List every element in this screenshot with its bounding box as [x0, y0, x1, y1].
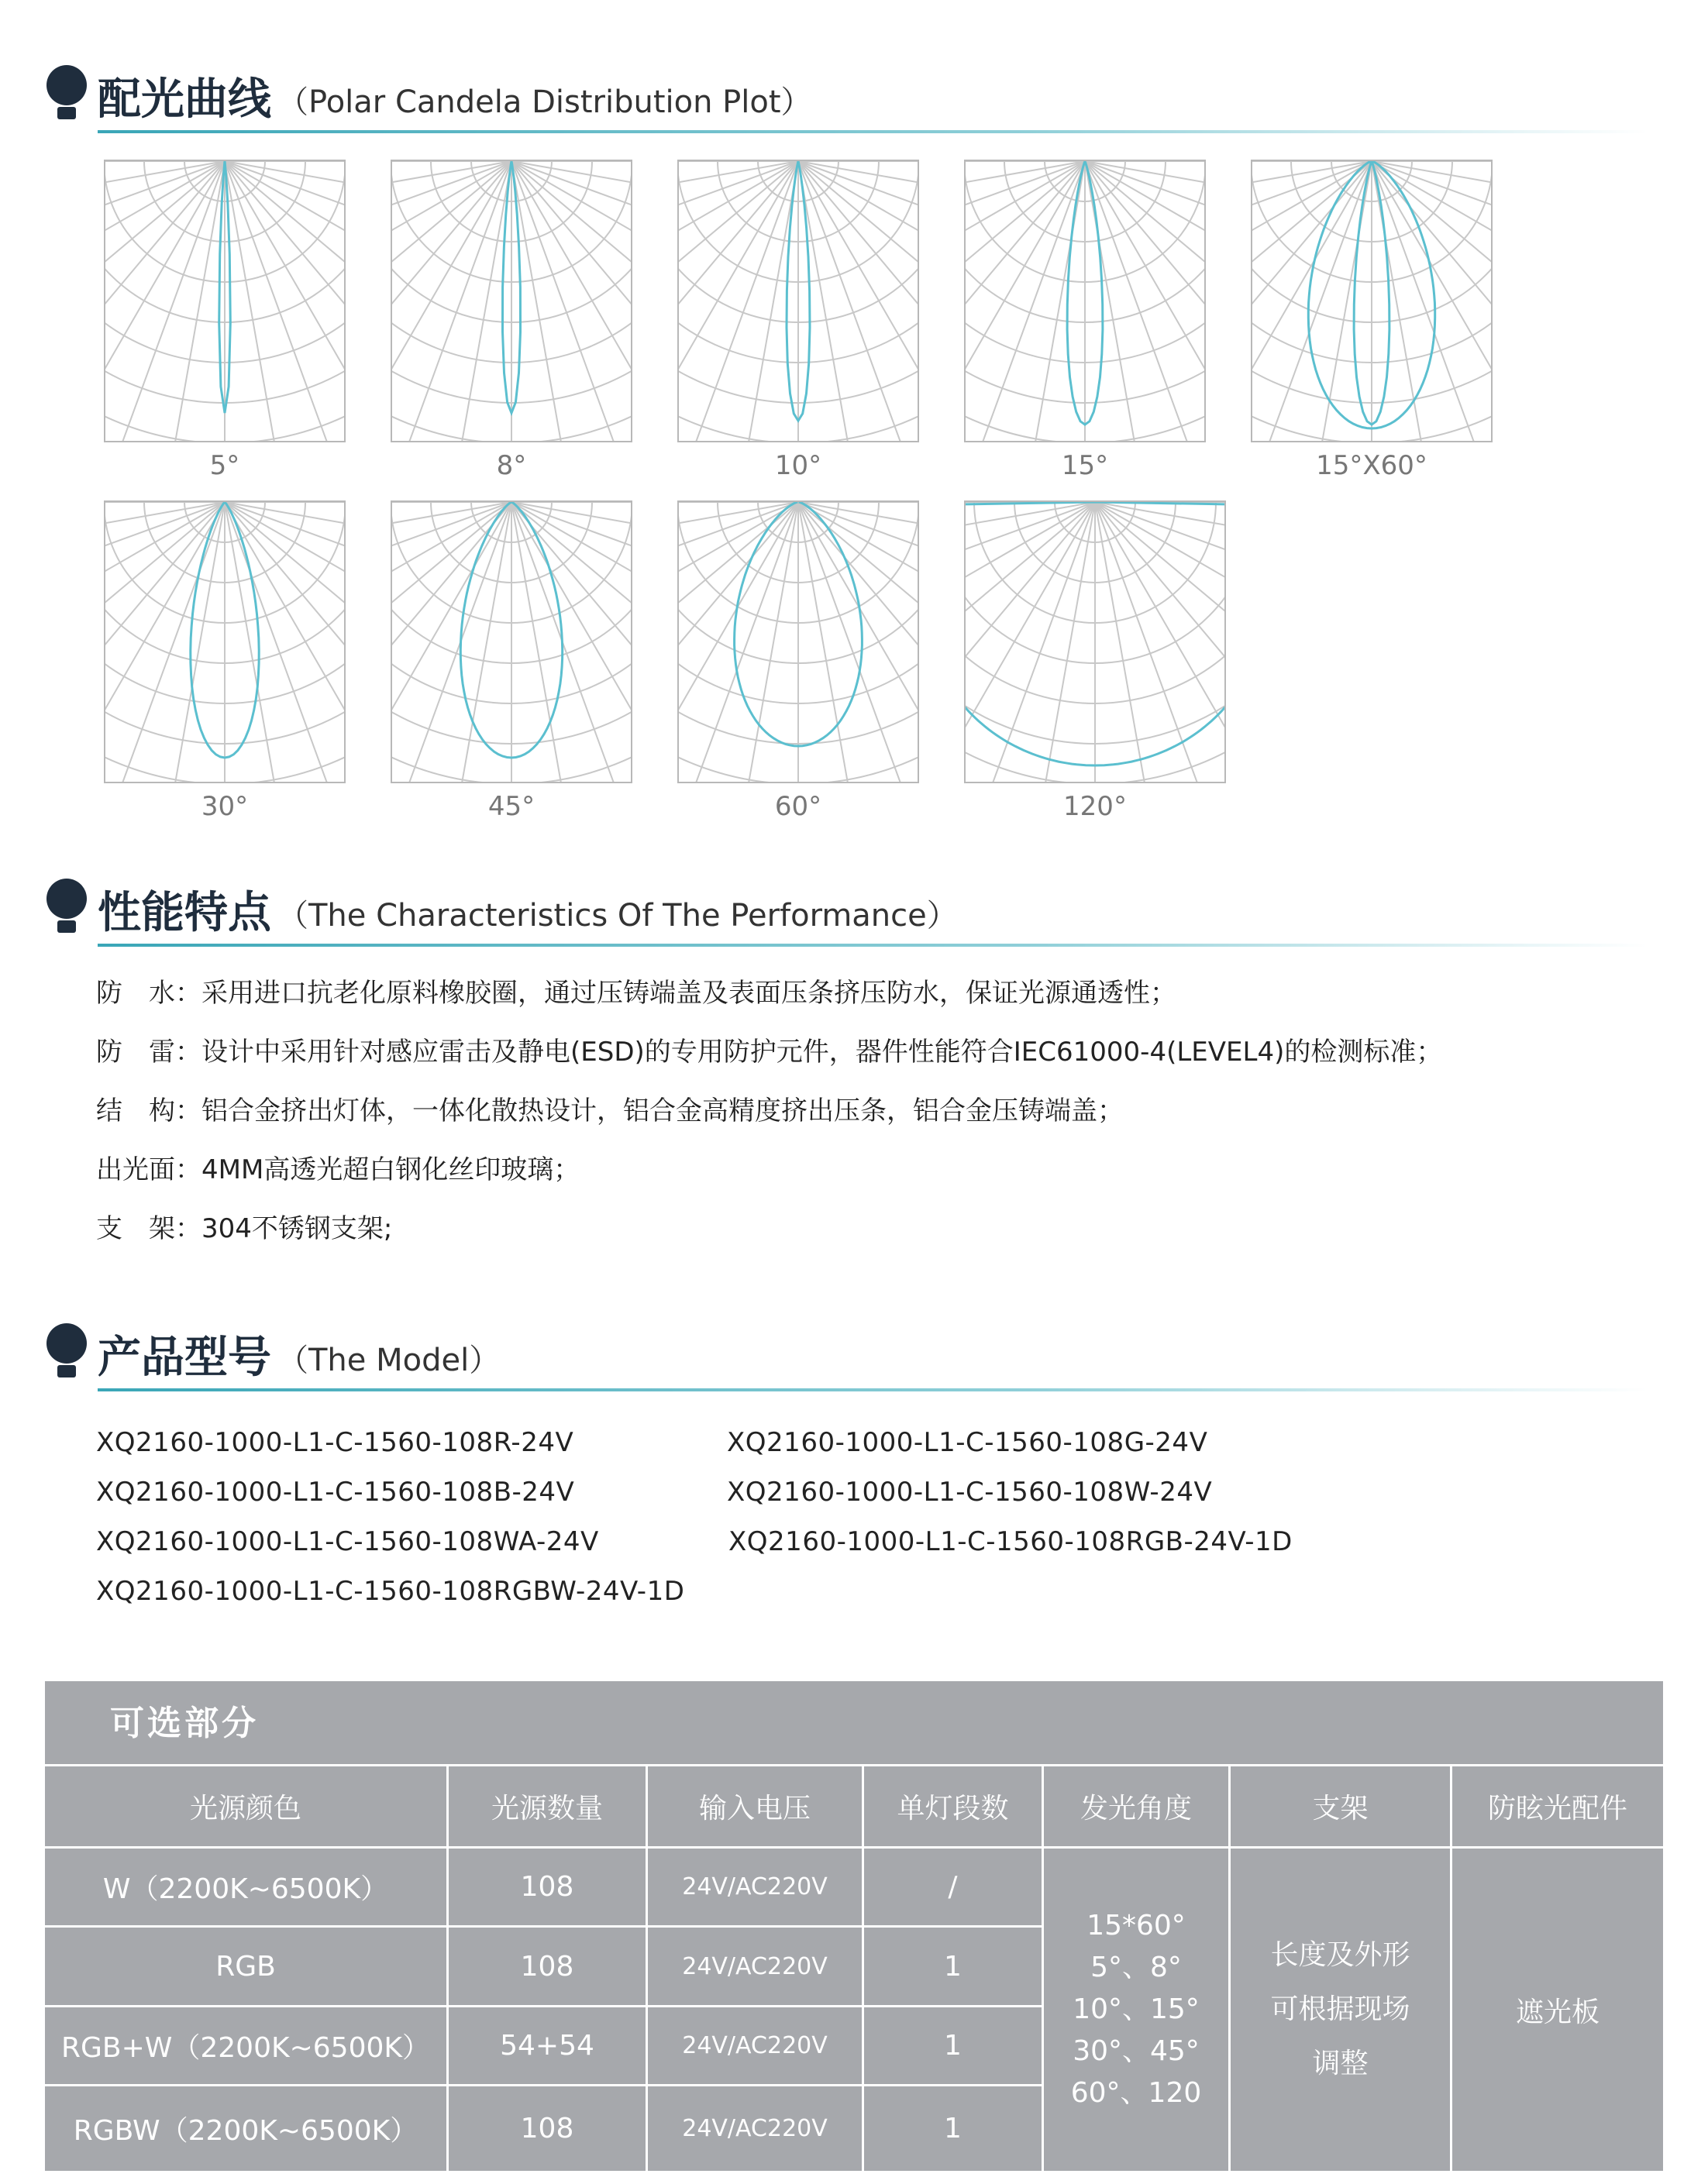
polar-grid-spoke: [391, 161, 511, 442]
polar-grid-spoke: [225, 161, 346, 442]
polar-grid-spoke: [391, 161, 511, 442]
beam-angle-options: [1044, 1849, 1228, 2171]
polar-plot: [677, 160, 919, 481]
polar-plot-label: 5°: [209, 450, 240, 481]
polar-plot: [677, 500, 919, 822]
bulb-icon: [43, 1322, 90, 1384]
polar-grid-spoke: [225, 161, 346, 442]
beam-angle-option: 15*60°: [1086, 1910, 1186, 1942]
beam-angle-option: 30°、45°: [1073, 2035, 1200, 2067]
polar-grid-spoke: [511, 161, 632, 442]
polar-grid-spoke: [511, 502, 632, 783]
polar-plot-chart: [104, 160, 346, 442]
cell-light-qty: 108: [520, 1871, 574, 1903]
polar-plot-label: 120°: [1063, 791, 1127, 822]
polar-grid-spoke: [511, 161, 632, 442]
polar-plot-chart: [677, 160, 919, 442]
polar-grid-spoke: [104, 161, 225, 442]
polar-plot: [104, 500, 346, 822]
polar-plot-label: 15°: [1061, 450, 1109, 481]
polar-grid-spoke: [511, 161, 632, 442]
model-item: XQ2160-1000-L1-C-1560-108RGBW-24V-1D: [96, 1576, 685, 1607]
cell-segments: 1: [944, 1950, 962, 1983]
polar-grid-spoke: [1095, 502, 1226, 783]
polar-grid-spoke: [511, 161, 632, 442]
polar-plot: [964, 500, 1226, 822]
polar-grid-spoke: [1095, 502, 1226, 783]
polar-plot: [104, 160, 346, 481]
polar-grid-spoke: [964, 502, 1095, 783]
feature-light-surface: 出光面：4MM高透光超白钢化丝印玻璃；: [96, 1154, 580, 1185]
polar-grid-spoke: [391, 161, 511, 442]
cell-light-qty: 108: [520, 1950, 574, 1983]
polar-title-en: （Polar Candela Distribution Plot）: [277, 84, 812, 120]
beam-angle-option: 5°、8°: [1090, 1952, 1182, 1983]
model-item: XQ2160-1000-L1-C-1560-108RGB-24V-1D: [728, 1526, 1293, 1557]
cell-segments: 1: [944, 2113, 962, 2144]
polar-plot: [964, 160, 1206, 481]
bracket-note-line: 长度及外形: [1270, 1939, 1410, 1971]
polar-grid-spoke: [677, 161, 798, 442]
polar-grid-spoke: [677, 161, 798, 442]
polar-grid-spoke: [798, 161, 919, 442]
polar-grid-spoke: [391, 502, 511, 783]
polar-grid-spoke: [391, 502, 511, 783]
polar-grid-spoke: [677, 161, 798, 442]
polar-divider: [98, 130, 1648, 133]
polar-grid-spoke: [104, 161, 225, 442]
polar-grid-spoke: [391, 161, 511, 442]
model-divider: [98, 1388, 1648, 1391]
polar-grid-spoke: [1095, 502, 1226, 783]
feature-bracket: 支 架：304不锈钢支架;: [96, 1213, 393, 1244]
polar-plot-label: 60°: [774, 791, 822, 822]
bulb-icon: [43, 64, 90, 126]
cell-input-voltage: 24V/AC220V: [682, 2115, 828, 2142]
cell-input-voltage: 24V/AC220V: [682, 1952, 828, 1980]
polar-grid-spoke: [511, 502, 632, 783]
polar-title-cn: 配光曲线: [98, 74, 271, 125]
beam-angle-option: 60°、120: [1070, 2077, 1202, 2109]
polar-plot-chart: [104, 500, 346, 783]
polar-grid-spoke: [964, 502, 1095, 783]
polar-plot-chart: [1251, 160, 1493, 442]
feature-lightning: 防 雷：设计中采用针对感应雷击及静电(ESD)的专用防护元件，器件性能符合IEC61000-4(LEVEL4)的检测标准；: [96, 1037, 1443, 1068]
polar-grid-spoke: [677, 161, 798, 442]
polar-plot-label: 45°: [487, 791, 535, 822]
feature-structure: 结 构：铝合金挤出灯体，一体化散热设计，铝合金高精度挤出压条，铝合金压铸端盖；: [96, 1095, 1124, 1126]
bracket-note: [1231, 1849, 1450, 2171]
header-light-qty: 光源数量: [491, 1793, 603, 1825]
cell-light-color: W（2200K~6500K）: [102, 1873, 389, 1905]
cell-light-qty: 54+54: [500, 2030, 594, 2062]
model-item: XQ2160-1000-L1-C-1560-108B-24V: [96, 1477, 575, 1508]
cell-light-qty: 108: [520, 2113, 574, 2144]
polar-grid-spoke: [391, 161, 511, 442]
polar-grid-spoke: [677, 161, 798, 442]
polar-plot-chart: [964, 160, 1206, 442]
polar-grid-spoke: [391, 502, 511, 783]
polar-grid-spoke: [798, 161, 919, 442]
model-item: XQ2160-1000-L1-C-1560-108WA-24V: [96, 1526, 599, 1557]
polar-plot-label: 15°X60°: [1316, 450, 1427, 481]
polar-grid-spoke: [798, 161, 919, 442]
model-item: XQ2160-1000-L1-C-1560-108W-24V: [727, 1477, 1213, 1508]
polar-grid-spoke: [225, 161, 346, 442]
performance-divider: [98, 944, 1648, 947]
model-title-cn: 产品型号: [98, 1333, 271, 1383]
cell-segments: 1: [944, 2030, 962, 2062]
options-table-title: 可选部分: [110, 1704, 259, 1743]
header-anti-glare: 防眩光配件: [1487, 1793, 1627, 1825]
polar-grid-spoke: [511, 161, 632, 442]
polar-grid-spoke: [225, 161, 346, 442]
polar-grid-spoke: [104, 161, 225, 442]
polar-plot-chart: [964, 500, 1226, 783]
cell-segments: /: [948, 1871, 958, 1903]
polar-plot-chart: [677, 500, 919, 783]
polar-grid-spoke: [104, 161, 225, 442]
polar-plot-label: 10°: [774, 450, 822, 481]
bracket-note-line: 可根据现场: [1270, 1993, 1410, 2025]
polar-plot: [391, 160, 632, 481]
model-item: XQ2160-1000-L1-C-1560-108R-24V: [96, 1427, 574, 1458]
polar-grid-spoke: [964, 502, 1095, 783]
polar-grid-spoke: [1095, 502, 1226, 783]
polar-grid-spoke: [964, 502, 1095, 783]
polar-grid-spoke: [1095, 502, 1226, 783]
options-table: [45, 1681, 1663, 2171]
cell-light-color: RGB+W（2200K~6500K）: [61, 2032, 430, 2064]
header-light-color: 光源颜色: [189, 1793, 301, 1825]
polar-grid-spoke: [511, 502, 632, 783]
polar-plot-label: 30°: [201, 791, 249, 822]
polar-plot-chart: [391, 160, 632, 442]
cell-input-voltage: 24V/AC220V: [682, 2032, 828, 2059]
bracket-note-line: 调整: [1312, 2048, 1369, 2079]
polar-grid-spoke: [511, 502, 632, 783]
anti-glare-value: 遮光板: [1515, 1996, 1600, 2028]
cell-light-color: RGBW（2200K~6500K）: [73, 2115, 418, 2147]
cell-light-color: RGB: [215, 1950, 276, 1983]
polar-grid-spoke: [964, 502, 1095, 783]
beam-angle-option: 10°、15°: [1073, 1993, 1200, 2025]
bulb-icon: [43, 877, 90, 939]
feature-waterproof: 防 水：采用进口抗老化原料橡胶圈，通过压铸端盖及表面压条挤压防水，保证光源通透性；: [96, 978, 1176, 1009]
polar-grid-spoke: [391, 502, 511, 783]
performance-title-cn: 性能特点: [98, 888, 271, 938]
polar-grid-spoke: [225, 161, 346, 442]
header-segments: 单灯段数: [897, 1793, 1009, 1825]
polar-grid-spoke: [511, 502, 632, 783]
header-bracket: 支架: [1312, 1793, 1369, 1825]
polar-plot: [1251, 160, 1493, 481]
polar-grid-spoke: [798, 161, 919, 442]
header-beam-angle: 发光角度: [1080, 1793, 1192, 1825]
performance-title-en: （The Characteristics Of The Performance）: [277, 898, 958, 934]
polar-grid-spoke: [391, 502, 511, 783]
polar-grid-spoke: [104, 161, 225, 442]
polar-grid-spoke: [798, 161, 919, 442]
cell-input-voltage: 24V/AC220V: [682, 1873, 828, 1900]
model-title-en: （The Model）: [277, 1343, 501, 1378]
header-input-voltage: 输入电压: [698, 1793, 811, 1825]
polar-plot: [391, 500, 632, 822]
model-item: XQ2160-1000-L1-C-1560-108G-24V: [727, 1427, 1208, 1458]
polar-plot-chart: [391, 500, 632, 783]
polar-plot-label: 8°: [496, 450, 527, 481]
